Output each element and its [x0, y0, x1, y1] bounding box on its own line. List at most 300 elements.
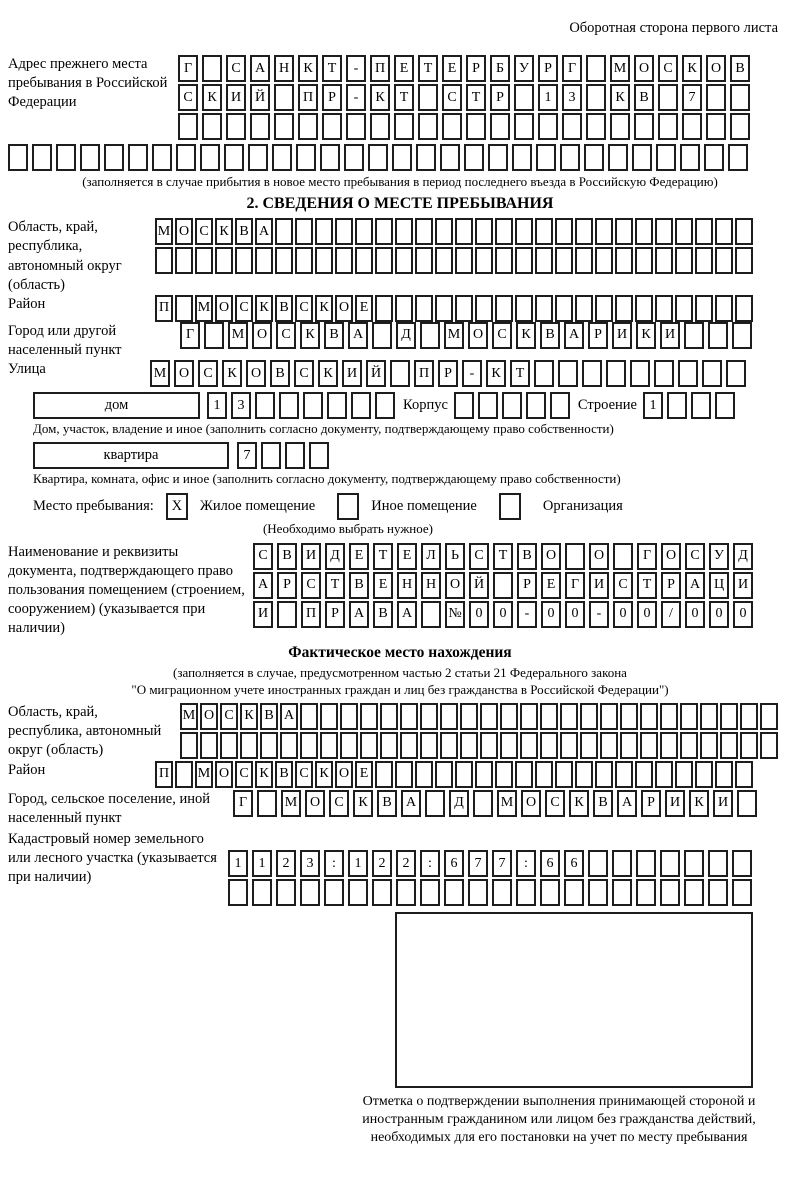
char-box[interactable]: Р — [438, 360, 458, 387]
char-box[interactable] — [715, 218, 733, 245]
char-box[interactable] — [620, 703, 638, 730]
char-box[interactable]: О — [252, 322, 272, 349]
char-box[interactable] — [215, 247, 233, 274]
char-box[interactable] — [415, 295, 433, 322]
char-box[interactable] — [732, 879, 752, 906]
char-box[interactable] — [274, 84, 294, 111]
char-box[interactable]: С — [276, 322, 296, 349]
char-box[interactable]: П — [301, 601, 321, 628]
char-box[interactable] — [455, 295, 473, 322]
char-box[interactable] — [176, 144, 196, 171]
char-box[interactable]: Р — [322, 84, 342, 111]
char-box[interactable] — [515, 295, 533, 322]
char-box[interactable] — [375, 761, 393, 788]
char-box[interactable]: П — [155, 761, 173, 788]
char-box[interactable] — [460, 703, 478, 730]
char-box[interactable]: 0 — [493, 601, 513, 628]
char-box[interactable]: Д — [449, 790, 469, 817]
char-box[interactable] — [555, 247, 573, 274]
char-box[interactable]: О — [246, 360, 266, 387]
char-box[interactable]: Г — [178, 55, 198, 82]
char-box[interactable] — [560, 144, 580, 171]
char-box[interactable] — [272, 144, 292, 171]
char-box[interactable]: О — [335, 295, 353, 322]
char-box[interactable] — [495, 295, 513, 322]
char-box[interactable]: В — [275, 761, 293, 788]
char-box[interactable]: - — [346, 55, 366, 82]
char-box[interactable]: И — [733, 572, 753, 599]
char-box[interactable] — [708, 322, 728, 349]
char-box[interactable]: М — [497, 790, 517, 817]
char-box[interactable] — [455, 761, 473, 788]
char-box[interactable] — [582, 360, 602, 387]
char-box[interactable]: Е — [442, 55, 462, 82]
char-box[interactable] — [595, 761, 613, 788]
char-box[interactable] — [8, 144, 28, 171]
char-box[interactable]: Б — [490, 55, 510, 82]
char-box[interactable]: С — [220, 703, 238, 730]
char-box[interactable] — [480, 732, 498, 759]
char-box[interactable]: № — [445, 601, 465, 628]
char-box[interactable]: О — [468, 322, 488, 349]
char-box[interactable]: М — [610, 55, 630, 82]
char-box[interactable]: А — [349, 601, 369, 628]
char-box[interactable] — [634, 113, 654, 140]
char-box[interactable]: С — [469, 543, 489, 570]
char-box[interactable] — [720, 703, 738, 730]
char-box[interactable]: Е — [397, 543, 417, 570]
char-box[interactable]: 0 — [565, 601, 585, 628]
char-box[interactable] — [279, 392, 299, 419]
char-box[interactable] — [520, 703, 538, 730]
char-box[interactable] — [250, 113, 270, 140]
char-box[interactable] — [322, 113, 342, 140]
char-box[interactable]: О — [706, 55, 726, 82]
char-box[interactable] — [440, 703, 458, 730]
char-box[interactable] — [204, 322, 224, 349]
char-box[interactable] — [655, 218, 673, 245]
char-box[interactable] — [730, 113, 750, 140]
char-box[interactable] — [475, 761, 493, 788]
char-box[interactable]: С — [226, 55, 246, 82]
char-box[interactable] — [600, 703, 618, 730]
char-box[interactable] — [612, 850, 632, 877]
char-box[interactable] — [261, 442, 281, 469]
char-box[interactable] — [435, 218, 453, 245]
char-box[interactable]: В — [517, 543, 537, 570]
char-box[interactable]: П — [298, 84, 318, 111]
char-box[interactable] — [535, 218, 553, 245]
char-box[interactable]: А — [348, 322, 368, 349]
char-box[interactable]: С — [295, 295, 313, 322]
char-box[interactable]: : — [516, 850, 536, 877]
char-box[interactable]: О — [589, 543, 609, 570]
char-box[interactable] — [320, 144, 340, 171]
char-box[interactable]: Д — [325, 543, 345, 570]
char-box[interactable] — [303, 392, 323, 419]
char-box[interactable] — [635, 218, 653, 245]
char-box[interactable] — [732, 322, 752, 349]
char-box[interactable] — [488, 144, 508, 171]
char-box[interactable]: - — [462, 360, 482, 387]
char-box[interactable]: У — [514, 55, 534, 82]
char-box[interactable]: К — [318, 360, 338, 387]
char-box[interactable] — [586, 55, 606, 82]
char-box[interactable] — [415, 761, 433, 788]
char-box[interactable]: К — [255, 761, 273, 788]
char-box[interactable] — [675, 218, 693, 245]
char-box[interactable] — [678, 360, 698, 387]
char-box[interactable]: У — [709, 543, 729, 570]
char-box[interactable] — [395, 295, 413, 322]
char-box[interactable] — [80, 144, 100, 171]
char-box[interactable] — [675, 295, 693, 322]
char-box[interactable]: А — [401, 790, 421, 817]
char-box[interactable] — [202, 55, 222, 82]
char-box[interactable]: Д — [733, 543, 753, 570]
char-box[interactable] — [534, 360, 554, 387]
checkbox-other-premises[interactable] — [337, 493, 359, 520]
char-box[interactable] — [680, 144, 700, 171]
char-box[interactable]: 2 — [396, 850, 416, 877]
char-box[interactable]: Е — [355, 761, 373, 788]
char-box[interactable] — [615, 218, 633, 245]
char-box[interactable] — [588, 879, 608, 906]
char-box[interactable]: Р — [641, 790, 661, 817]
char-box[interactable] — [615, 761, 633, 788]
char-box[interactable] — [615, 247, 633, 274]
char-box[interactable]: К — [255, 295, 273, 322]
char-box[interactable] — [715, 295, 733, 322]
char-box[interactable]: 2 — [372, 850, 392, 877]
char-box[interactable] — [708, 879, 728, 906]
char-box[interactable] — [728, 144, 748, 171]
char-box[interactable]: 6 — [540, 850, 560, 877]
char-box[interactable]: С — [685, 543, 705, 570]
char-box[interactable] — [440, 144, 460, 171]
char-box[interactable] — [420, 322, 440, 349]
char-box[interactable] — [632, 144, 652, 171]
char-box[interactable] — [300, 879, 320, 906]
char-box[interactable] — [560, 703, 578, 730]
char-box[interactable] — [104, 144, 124, 171]
char-box[interactable] — [606, 360, 626, 387]
char-box[interactable]: К — [222, 360, 242, 387]
char-box[interactable]: 7 — [682, 84, 702, 111]
char-box[interactable]: 6 — [444, 850, 464, 877]
char-box[interactable]: Г — [562, 55, 582, 82]
char-box[interactable]: Р — [661, 572, 681, 599]
char-box[interactable]: 2 — [276, 850, 296, 877]
char-box[interactable]: 6 — [564, 850, 584, 877]
char-box[interactable]: М — [180, 703, 198, 730]
char-box[interactable]: И — [713, 790, 733, 817]
char-box[interactable] — [375, 247, 393, 274]
char-box[interactable] — [540, 879, 560, 906]
char-box[interactable] — [277, 601, 297, 628]
char-box[interactable]: Г — [565, 572, 585, 599]
char-box[interactable] — [635, 761, 653, 788]
char-box[interactable] — [370, 113, 390, 140]
char-box[interactable]: Е — [394, 55, 414, 82]
char-box[interactable] — [372, 322, 392, 349]
char-box[interactable]: К — [486, 360, 506, 387]
char-box[interactable] — [228, 879, 248, 906]
char-box[interactable] — [260, 732, 278, 759]
char-box[interactable] — [375, 218, 393, 245]
char-box[interactable]: А — [250, 55, 270, 82]
char-box[interactable]: Н — [274, 55, 294, 82]
char-box[interactable]: С — [658, 55, 678, 82]
char-box[interactable] — [478, 392, 498, 419]
char-box[interactable] — [636, 850, 656, 877]
char-box[interactable] — [667, 392, 687, 419]
char-box[interactable] — [320, 703, 338, 730]
char-box[interactable]: М — [155, 218, 173, 245]
char-box[interactable] — [180, 732, 198, 759]
char-box[interactable] — [418, 113, 438, 140]
char-box[interactable] — [475, 218, 493, 245]
char-box[interactable] — [418, 84, 438, 111]
char-box[interactable] — [608, 144, 628, 171]
char-box[interactable] — [726, 360, 746, 387]
char-box[interactable] — [355, 247, 373, 274]
char-box[interactable] — [495, 218, 513, 245]
char-box[interactable]: И — [226, 84, 246, 111]
char-box[interactable] — [415, 247, 433, 274]
char-box[interactable]: С — [613, 572, 633, 599]
char-box[interactable] — [656, 144, 676, 171]
char-box[interactable] — [380, 703, 398, 730]
char-box[interactable] — [400, 732, 418, 759]
char-box[interactable] — [296, 144, 316, 171]
char-box[interactable]: С — [545, 790, 565, 817]
char-box[interactable] — [540, 703, 558, 730]
char-box[interactable] — [735, 761, 753, 788]
char-box[interactable]: 1 — [643, 392, 663, 419]
char-box[interactable] — [575, 295, 593, 322]
char-box[interactable] — [175, 247, 193, 274]
char-box[interactable] — [455, 247, 473, 274]
char-box[interactable]: К — [215, 218, 233, 245]
char-box[interactable] — [454, 392, 474, 419]
char-box[interactable] — [580, 703, 598, 730]
char-box[interactable]: : — [324, 850, 344, 877]
char-box[interactable]: Й — [366, 360, 386, 387]
char-box[interactable] — [658, 84, 678, 111]
char-box[interactable]: И — [660, 322, 680, 349]
char-box[interactable] — [706, 84, 726, 111]
char-box[interactable] — [344, 144, 364, 171]
char-box[interactable] — [708, 850, 728, 877]
char-box[interactable]: А — [617, 790, 637, 817]
char-box[interactable] — [595, 218, 613, 245]
char-box[interactable]: - — [346, 84, 366, 111]
char-box[interactable]: В — [730, 55, 750, 82]
char-box[interactable] — [300, 703, 318, 730]
char-box[interactable]: С — [301, 572, 321, 599]
char-box[interactable]: К — [353, 790, 373, 817]
char-box[interactable]: 7 — [237, 442, 257, 469]
char-box[interactable] — [730, 84, 750, 111]
char-box[interactable] — [575, 218, 593, 245]
char-box[interactable]: - — [517, 601, 537, 628]
char-box[interactable] — [368, 144, 388, 171]
char-box[interactable] — [195, 247, 213, 274]
char-box[interactable] — [610, 113, 630, 140]
char-box[interactable]: Т — [325, 572, 345, 599]
char-box[interactable]: К — [240, 703, 258, 730]
char-box[interactable] — [346, 113, 366, 140]
char-box[interactable] — [535, 295, 553, 322]
char-box[interactable] — [444, 879, 464, 906]
char-box[interactable] — [704, 144, 724, 171]
char-box[interactable] — [675, 247, 693, 274]
char-box[interactable]: А — [280, 703, 298, 730]
char-box[interactable] — [335, 247, 353, 274]
char-box[interactable]: Й — [250, 84, 270, 111]
char-box[interactable]: И — [253, 601, 273, 628]
char-box[interactable] — [500, 732, 518, 759]
char-box[interactable] — [514, 84, 534, 111]
char-box[interactable] — [468, 879, 488, 906]
char-box[interactable]: Т — [637, 572, 657, 599]
char-box[interactable] — [700, 703, 718, 730]
char-box[interactable]: К — [569, 790, 589, 817]
char-box[interactable] — [680, 732, 698, 759]
char-box[interactable]: В — [277, 543, 297, 570]
char-box[interactable] — [760, 703, 778, 730]
char-box[interactable] — [56, 144, 76, 171]
char-box[interactable]: О — [174, 360, 194, 387]
char-box[interactable] — [298, 113, 318, 140]
char-box[interactable] — [514, 113, 534, 140]
char-box[interactable] — [586, 113, 606, 140]
char-box[interactable] — [600, 732, 618, 759]
char-box[interactable] — [340, 703, 358, 730]
char-box[interactable] — [360, 703, 378, 730]
char-box[interactable]: С — [442, 84, 462, 111]
char-box[interactable]: 1 — [228, 850, 248, 877]
char-box[interactable] — [515, 218, 533, 245]
char-box[interactable]: П — [414, 360, 434, 387]
char-box[interactable]: Й — [469, 572, 489, 599]
char-box[interactable] — [420, 703, 438, 730]
char-box[interactable]: П — [370, 55, 390, 82]
char-box[interactable] — [555, 218, 573, 245]
char-box[interactable] — [684, 322, 704, 349]
char-box[interactable] — [235, 247, 253, 274]
char-box[interactable]: : — [420, 850, 440, 877]
char-box[interactable]: Г — [233, 790, 253, 817]
char-box[interactable]: В — [373, 601, 393, 628]
char-box[interactable]: М — [195, 295, 213, 322]
char-box[interactable]: С — [235, 761, 253, 788]
char-box[interactable] — [400, 703, 418, 730]
char-box[interactable] — [695, 761, 713, 788]
char-box[interactable]: В — [275, 295, 293, 322]
char-box[interactable] — [255, 247, 273, 274]
char-box[interactable] — [555, 295, 573, 322]
char-box[interactable] — [580, 732, 598, 759]
char-box[interactable]: П — [155, 295, 173, 322]
char-box[interactable] — [560, 732, 578, 759]
char-box[interactable]: В — [540, 322, 560, 349]
char-box[interactable] — [515, 761, 533, 788]
char-box[interactable] — [415, 218, 433, 245]
char-box[interactable]: Л — [421, 543, 441, 570]
char-box[interactable]: Т — [373, 543, 393, 570]
char-box[interactable]: Р — [517, 572, 537, 599]
char-box[interactable]: О — [305, 790, 325, 817]
char-box[interactable]: Г — [637, 543, 657, 570]
char-box[interactable]: 1 — [538, 84, 558, 111]
char-box[interactable] — [675, 761, 693, 788]
char-box[interactable]: М — [228, 322, 248, 349]
char-box[interactable] — [492, 879, 512, 906]
char-box[interactable] — [700, 732, 718, 759]
char-box[interactable]: Т — [493, 543, 513, 570]
char-box[interactable]: М — [281, 790, 301, 817]
char-box[interactable] — [394, 113, 414, 140]
char-box[interactable] — [435, 247, 453, 274]
char-box[interactable] — [562, 113, 582, 140]
char-box[interactable]: 0 — [613, 601, 633, 628]
char-box[interactable]: Т — [394, 84, 414, 111]
char-box[interactable] — [200, 732, 218, 759]
char-box[interactable]: 0 — [637, 601, 657, 628]
char-box[interactable] — [720, 732, 738, 759]
char-box[interactable] — [636, 879, 656, 906]
char-box[interactable] — [425, 790, 445, 817]
char-box[interactable] — [660, 879, 680, 906]
char-box[interactable] — [375, 295, 393, 322]
char-box[interactable] — [760, 732, 778, 759]
char-box[interactable]: Н — [421, 572, 441, 599]
char-box[interactable] — [395, 761, 413, 788]
char-box[interactable] — [335, 218, 353, 245]
char-box[interactable] — [420, 732, 438, 759]
char-box[interactable] — [473, 790, 493, 817]
char-box[interactable] — [351, 392, 371, 419]
checkbox-residential[interactable]: X — [166, 493, 188, 520]
char-box[interactable] — [535, 247, 553, 274]
char-box[interactable] — [495, 247, 513, 274]
char-box[interactable] — [276, 879, 296, 906]
char-box[interactable] — [340, 732, 358, 759]
char-box[interactable] — [735, 247, 753, 274]
char-box[interactable]: В — [593, 790, 613, 817]
char-box[interactable] — [740, 732, 758, 759]
char-box[interactable] — [735, 295, 753, 322]
char-box[interactable] — [275, 218, 293, 245]
char-box[interactable]: С — [195, 218, 213, 245]
char-box[interactable] — [595, 295, 613, 322]
char-box[interactable] — [732, 850, 752, 877]
char-box[interactable] — [655, 247, 673, 274]
char-box[interactable] — [500, 703, 518, 730]
char-box[interactable] — [248, 144, 268, 171]
char-box[interactable] — [420, 879, 440, 906]
char-box[interactable]: О — [541, 543, 561, 570]
char-box[interactable]: / — [661, 601, 681, 628]
char-box[interactable]: 1 — [252, 850, 272, 877]
char-box[interactable]: Ц — [709, 572, 729, 599]
char-box[interactable]: 3 — [231, 392, 251, 419]
char-box[interactable] — [515, 247, 533, 274]
char-box[interactable]: - — [589, 601, 609, 628]
char-box[interactable] — [466, 113, 486, 140]
